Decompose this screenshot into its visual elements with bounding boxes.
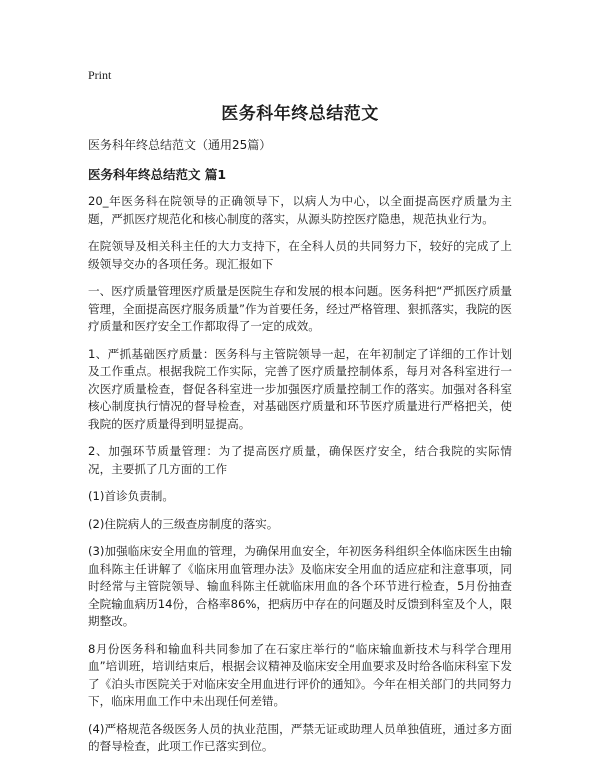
document-subtitle: 医务科年终总结范文（通用25篇） (88, 138, 272, 152)
paragraph: (1)首诊负责制。 (88, 489, 174, 503)
paragraph: 2、加强环节质量管理：为了提高医疗质量，确保医疗安全，结合我院的实际情况，主要抓了几方面的工作 (88, 444, 512, 476)
section-heading: 医务科年终总结范文 篇1 (88, 167, 227, 182)
paragraph: (4)严格规范各级医务人员的执业范围，严禁无证或助理人员单独值班，通过多方面的督导检查，此项工作已落实到位。 (88, 721, 512, 753)
paragraph: 1、严抓基础医疗质量：医务科与主管院领导一起，在年初制定了详细的工作计划及工作重点。根据我院工作实际，完善了医疗质量控制体系，每月对各科室进行一次医疗质量检查，督促各科室进一步加强医疗质量控制工作的落实。加强对各科室核心制度执行情况的督导检查，对基础医疗质量和环节医疗质量进行严格把关，使我院的医疗质量得到明显提高。 (88, 346, 512, 431)
paragraph: (2)住院病人的三级查房制度的落实。 (88, 516, 279, 531)
print-link[interactable]: Print (88, 68, 112, 82)
paragraph: (3)加强临床安全用血的管理，为确保用血安全，年初医务科组织全体临床医生由输血科陈主任讲解了《临床用血管理办法》及临床安全用血的适应症和注意事项，同时经常与主管院领导、输血科陈主任就临床用血的各个环节进行检查，5月份抽查全院输血病历14份，合格率86%，把病历中存在的问题及时反馈到科室及个人，限期整改。 (88, 544, 512, 628)
paragraph: 20_年医务科在院领导的正确领导下，以病人为中心，以全面提高医疗质量为主题，严抓医疗规范化和核心制度的落实，从源头防控医疗隐患，规范执业行为。 (88, 194, 512, 226)
paragraph: 一、医疗质量管理医疗质量是医院生存和发展的根本问题。医务科把“严抓医疗质量管理，全面提高医疗服务质量”作为首要任务，经过严格管理、狠抓落实，我院的医疗质量和医疗安全工作都取得了一定的成效。 (88, 284, 512, 333)
document-title: 医务科年终总结范文 (221, 104, 379, 124)
paragraph: 在院领导及相关科主任的大力支持下，在全科人员的共同努力下，较好的完成了上级领导交办的各项任务。现汇报如下 (88, 239, 512, 271)
paragraph: 8月份医务科和输血科共同参加了在石家庄举行的“临床输血新技术与科学合理用血”培训班，培训结束后，根据会议精神及临床安全用血要求及时给各临床科室下发了《泊头市医院关于对临床安全用血进行评价的通知》。今年在相关部门的共同努力下，临床用血工作中未出现任何差错。 (88, 641, 512, 708)
